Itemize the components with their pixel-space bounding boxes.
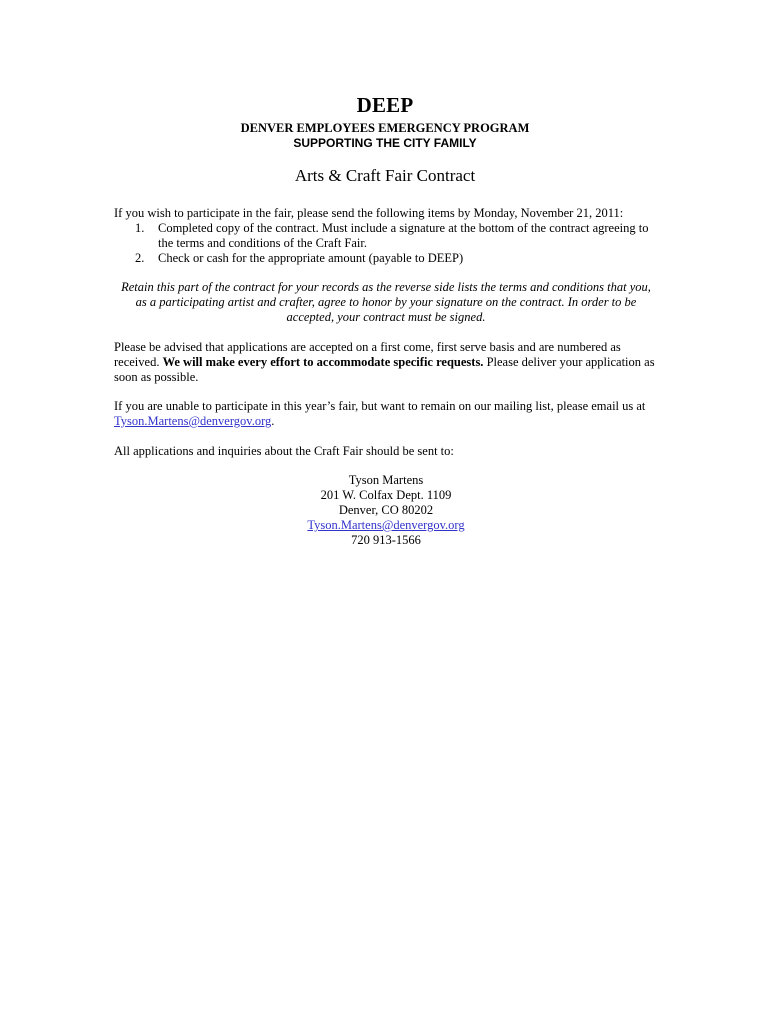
mailing-end: .	[271, 414, 275, 428]
page-title: DEEP	[356, 93, 414, 117]
contact-name: Tyson Martens	[348, 473, 424, 487]
mailing-text: If you are unable to participate in this year’s fair, but want to remain on our mailing list, please email us at	[114, 399, 646, 413]
contact-block	[114, 473, 658, 548]
contact-address-line-2: Denver, CO 80202	[338, 503, 434, 517]
list-item	[114, 221, 658, 251]
intro-paragraph: If you wish to participate in the fair, please send the following items by Monday, November 21, 2011:	[114, 206, 624, 220]
list-item-text: Check or cash for the appropriate amount (payable to DEEP)	[158, 251, 464, 265]
list-item-number: 2.	[135, 251, 145, 265]
contact-phone: 720 913-1566	[351, 533, 421, 547]
contact-email-link[interactable]: Tyson.Martens@denvergov.org	[307, 518, 465, 532]
applications-note: All applications and inquiries about the Craft Fair should be sent to:	[114, 444, 454, 458]
organization-name: DENVER EMPLOYEES EMERGENCY PROGRAM	[240, 121, 530, 135]
document-title: Arts & Craft Fair Contract	[294, 166, 476, 185]
mailing-email-link[interactable]: Tyson.Martens@denvergov.org	[114, 414, 272, 428]
advisory-lead: Please be advised that applications are accepted on a first come, first serve basis and are numbered as received.	[114, 340, 621, 369]
list-item	[114, 251, 658, 266]
organization-tagline: SUPPORTING THE CITY FAMILY	[293, 136, 477, 150]
advisory-emphasis: We will make every effort to accommodate specific requests.	[162, 355, 484, 369]
retain-note: Retain this part of the contract for your records as the reverse side lists the terms and conditions that you, as a participating artist and crafter, agree to honor by your signature on the contract. In order to be accepted, your contract must be signed.	[121, 280, 651, 324]
advisory-paragraph	[114, 340, 658, 385]
list-item-number: 1.	[135, 221, 145, 235]
mailing-list-paragraph	[114, 399, 658, 429]
list-item-text: Completed copy of the contract. Must include a signature at the bottom of the contract agreeing to the terms and conditions of the Craft Fair.	[158, 221, 649, 250]
contact-address-line-1: 201 W. Colfax Dept. 1109	[320, 488, 452, 502]
advisory-tail: Please deliver your application as soon as possible.	[114, 355, 655, 384]
required-items-list	[114, 221, 658, 266]
